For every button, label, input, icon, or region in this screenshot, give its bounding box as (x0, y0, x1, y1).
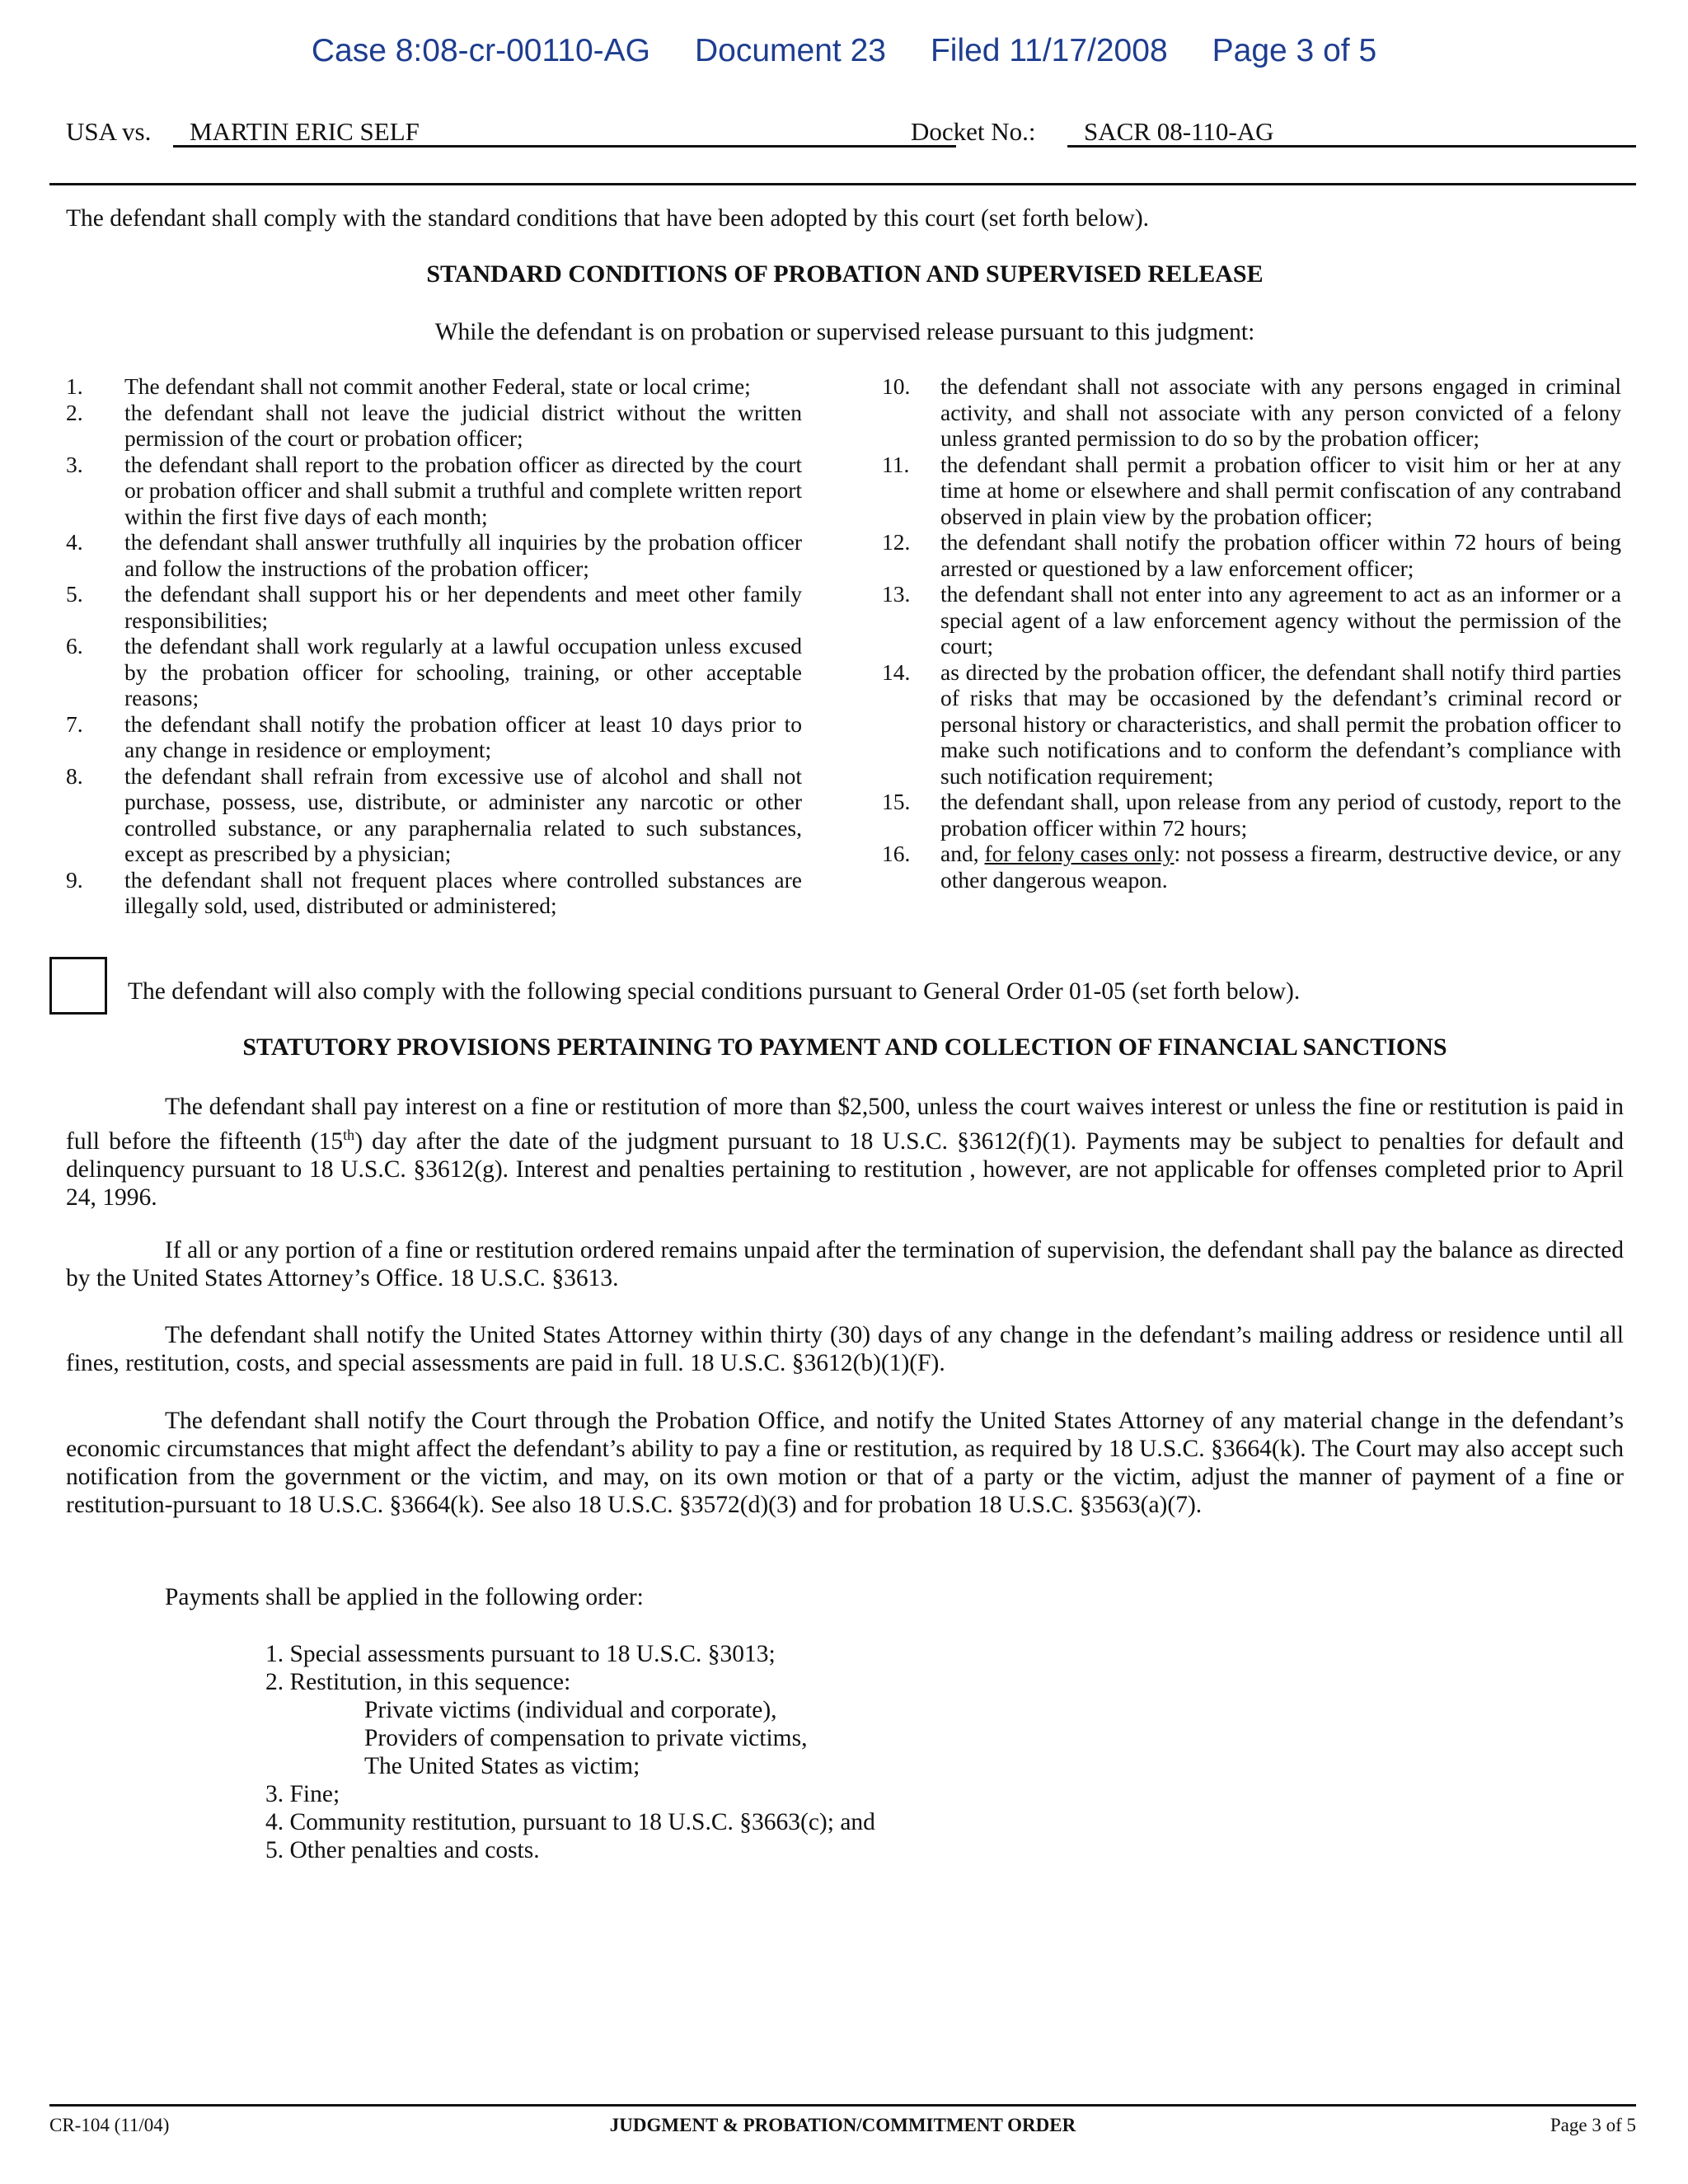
condition-item: 11. the defendant shall permit a probation officer to visit him or her at any time at home or elsewhere and shall permit confiscation of any contraband observed in plain view by the probation officer; (882, 451, 1621, 529)
condition-item: 5. the defendant shall support his or her dependents and meet other family responsibilities; (66, 581, 802, 633)
docket-label: Docket No.: (911, 117, 1036, 146)
document-number: Document 23 (695, 33, 886, 68)
list-item: 3. Fine; (265, 1781, 340, 1807)
defendant-name: MARTIN ERIC SELF (173, 117, 956, 148)
list-item: 1. Special assessments pursuant to 18 U.S.C. §3013; (265, 1641, 776, 1667)
list-subitem: Providers of compensation to private victims, (364, 1725, 808, 1751)
caption-rule (49, 183, 1636, 185)
page-footer (49, 2104, 1636, 2135)
list-item: 4. Community restitution, pursuant to 18 U.S.C. §3663(c); and (265, 1809, 875, 1835)
intro-text: The defendant shall comply with the standard conditions that have been adopted by this court (set forth below). (66, 205, 1150, 232)
special-conditions-label: The defendant will also comply with the following special conditions pursuant to General Order 01-05 (set forth below). (128, 978, 1301, 1005)
condition-item: 9. the defendant shall not frequent places where controlled substances are illegally sold, used, distributed or administered; (66, 866, 802, 918)
case-caption (66, 114, 1636, 153)
condition-item: 15. the defendant shall, upon release from any period of custody, report to the probation officer within 72 hours; (882, 789, 1621, 841)
conditions-right-column (882, 373, 1621, 893)
condition-item: 4. the defendant shall answer truthfully all inquiries by the probation officer and follow the instructions of the probation officer; (66, 529, 802, 581)
list-subitem: The United States as victim; (364, 1753, 640, 1779)
standard-conditions-heading: STANDARD CONDITIONS OF PROBATION AND SUPERVISED RELEASE (426, 260, 1264, 288)
felony-cases-only: for felony cases only (984, 841, 1175, 866)
payment-order-list (265, 1640, 875, 1864)
list-item: 5. Other penalties and costs. (265, 1837, 540, 1863)
docket-number: SACR 08-110-AG (1067, 117, 1636, 148)
condition-item: 1. The defendant shall not commit another Federal, state or local crime; (66, 373, 751, 399)
list-subitem: Private victims (individual and corporate), (364, 1697, 777, 1723)
list-item: 2. Restitution, in this sequence: (265, 1669, 571, 1695)
notify-attorney-paragraph: The defendant shall notify the United States Attorney within thirty (30) days of any change in the defendant’s mailing address or residence until all fines, restitution, costs, and special assessments are paid in full. 18 U.S.C. §3612(b)(1)(F). (66, 1322, 1624, 1376)
condition-item: 3. the defendant shall report to the probation officer as directed by the court or probation officer and shall submit a truthful and complete written report within the first five days of each month; (66, 451, 802, 529)
unpaid-balance-paragraph: If all or any portion of a fine or restitution ordered remains unpaid after the termination of supervision, the defendant shall pay the balance as directed by the United States Attorney’s Office. 18 U.S.C. §3613. (66, 1237, 1624, 1291)
form-number: CR-104 (11/04) (49, 2115, 170, 2135)
condition-item: 7. the defendant shall notify the probation officer at least 10 days prior to any change in residence or employment; (66, 710, 802, 762)
statutory-provisions-heading: STATUTORY PROVISIONS PERTAINING TO PAYMENT AND COLLECTION OF FINANCIAL SANCTIONS (242, 1033, 1447, 1061)
special-conditions-checkbox[interactable] (49, 957, 107, 1015)
condition-item: 14. as directed by the probation officer, the defendant shall notify third parties of risks that may be occasioned by the defendant’s criminal record or personal history or characteristics, and shall permit the probation officer to make such notifications and to conform the defendant’s compliance with such notification requirement; (882, 658, 1621, 789)
condition-item: 8. the defendant shall refrain from excessive use of alcohol and shall not purchase, possess, use, distribute, or administer any narcotic or other controlled substance, or any paraphernalia related to such substances, except as prescribed by a physician; (66, 762, 802, 866)
interest-paragraph: The defendant shall pay interest on a fine or restitution of more than $2,500, unless the court waives interest or unless the fine or restitution is paid in full before the fifteenth (15th) day after the date of the judgment pursuant to 18 U.S.C. §3612(f)(1). Payments may be subject to penalties for default and delinquency pursuant to 18 U.S.C. §3612(g). Interest and penalties pertaining to restitution , however, are not applicable for offenses completed prior to April 24, 1996. (66, 1094, 1625, 1211)
condition-item: 10. the defendant shall not associate with any persons engaged in criminal activity, and shall not associate with any person convicted of a felony unless granted permission to do so by the probation officer; (882, 373, 1621, 451)
case-number: Case 8:08-cr-00110-AG (311, 33, 650, 68)
usa-vs-label: USA vs. (66, 117, 152, 146)
filed-date: Filed 11/17/2008 (930, 33, 1168, 68)
condition-item: 13. the defendant shall not enter into any agreement to act as an informer or a special agent of a law enforcement agency without the permission of the court; (882, 581, 1621, 658)
footer-title: JUDGMENT & PROBATION/COMMITMENT ORDER (609, 2115, 1076, 2135)
standard-conditions-subheading: While the defendant is on probation or supervised release pursuant to this judgment: (434, 319, 1255, 345)
notify-court-paragraph: The defendant shall notify the Court through the Probation Office, and notify the United States Attorney of any material change in the defendant’s economic circumstances that might affect the defendant’s ability to pay a fine or restitution, as required by 18 U.S.C. §3664(k). The Court may also accept such notification from the government or the victim, and may, on its own motion or that of a party or the victim, adjust the manner of payment of a fine or restitution-pursuant to 18 U.S.C. §3664(k). See also 18 U.S.C. §3572(d)(3) and for probation 18 U.S.C. §3563(a)(7). (66, 1408, 1624, 1518)
condition-item: 12. the defendant shall notify the probation officer within 72 hours of being arrested or questioned by a law enforcement officer; (882, 529, 1621, 581)
condition-item: 2. the defendant shall not leave the judicial district without the written permission of the court or probation officer; (66, 399, 802, 451)
ecf-header (0, 33, 1688, 69)
conditions-left-column (66, 373, 802, 919)
footer-page-number: Page 3 of 5 (1550, 2115, 1636, 2135)
condition-item-felony: 16. and, for felony cases only: not possess a firearm, destructive device, or any other dangerous weapon. (882, 841, 1621, 893)
ecf-page-number: Page 3 of 5 (1212, 33, 1377, 68)
condition-item: 6. the defendant shall work regularly at a lawful occupation unless excused by the probation officer for schooling, training, or other acceptable reasons; (66, 633, 802, 710)
payments-intro: Payments shall be applied in the following order: (165, 1584, 644, 1610)
